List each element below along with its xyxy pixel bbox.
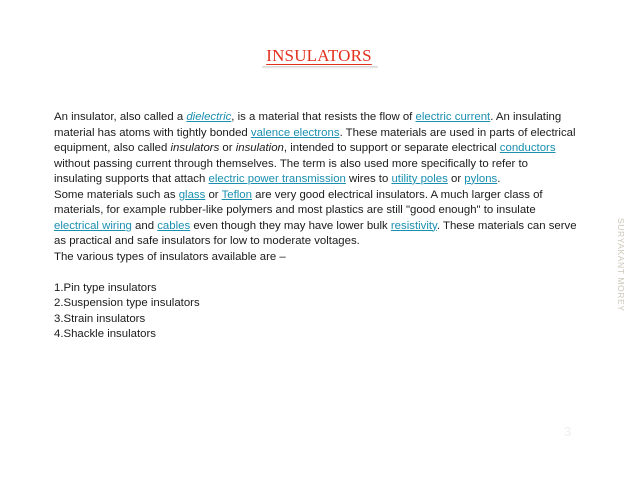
author-side-label: SURYAKANT MOREY bbox=[616, 218, 626, 312]
list-item-strain: 3.Strain insulators bbox=[54, 312, 146, 325]
link-valence-electrons[interactable]: valence electrons bbox=[250, 126, 340, 139]
title-underline-shadow bbox=[262, 66, 378, 69]
link-cables[interactable]: cables bbox=[157, 219, 191, 232]
link-electrical-wiring[interactable]: electrical wiring bbox=[54, 219, 132, 232]
page-number: 3 bbox=[564, 424, 572, 439]
body-text bbox=[54, 110, 579, 343]
spacer bbox=[54, 265, 579, 281]
link-dielectric[interactable]: dielectric bbox=[186, 111, 232, 123]
term-insulators: insulators bbox=[170, 142, 220, 154]
link-teflon[interactable]: Teflon bbox=[221, 188, 252, 201]
paragraph-definition: An insulator, also called a dielectric, is a material that resists the flow of electric current. An insulating material has atoms with tightly bonded valence electrons. These materials are used in parts of electrical equipment, also called insulators or insulation, intended to support or separate electrical conductors without passing current through themselves. The term is also used more specifically to refer to insulating supports that attach electric power transmission wires to utility poles or pylons. bbox=[54, 111, 576, 185]
link-electric-power-transmission[interactable]: electric power transmission bbox=[208, 173, 346, 185]
link-glass[interactable]: glass bbox=[178, 188, 206, 201]
link-utility-poles[interactable]: utility poles bbox=[391, 173, 448, 185]
link-pylons[interactable]: pylons bbox=[464, 173, 498, 185]
slide-title: INSULATORS bbox=[266, 46, 372, 65]
list-item-shackle: 4.Shackle insulators bbox=[54, 328, 156, 340]
list-item-suspension: 2.Suspension type insulators bbox=[54, 297, 200, 309]
term-insulation: insulation bbox=[235, 142, 284, 154]
list-item-pin: 1.Pin type insulators bbox=[54, 281, 157, 294]
link-electric-current[interactable]: electric current bbox=[415, 111, 491, 123]
link-conductors[interactable]: conductors bbox=[499, 142, 556, 154]
paragraph-types-intro: The various types of insulators available are – bbox=[54, 250, 286, 263]
paragraph-materials: Some materials such as glass or Teflon are very good electrical insulators. A much larger class of materials, for example rubber-like polymers and most plastics are still "good enough" to insulate electrical wiring and cables even though they may have lower bulk resistivity. These materials can serve as practical and safe insulators for low to moderate voltages. bbox=[54, 188, 577, 247]
link-resistivity[interactable]: resistivity bbox=[390, 219, 437, 232]
